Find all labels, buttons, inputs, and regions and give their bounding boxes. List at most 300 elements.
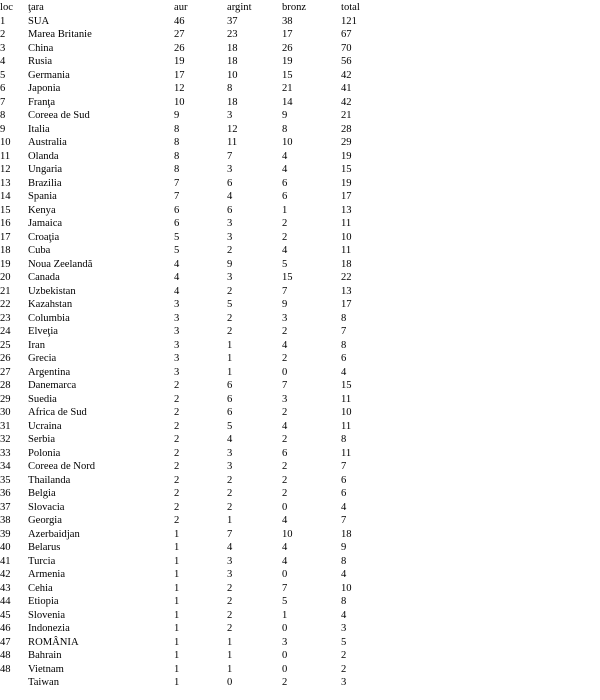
cell-bronze: 2 <box>282 488 288 499</box>
cell-gold: 2 <box>174 420 180 432</box>
table-row <box>0 595 600 609</box>
cell-total: 11 <box>341 447 352 459</box>
cell-silver: 2 <box>227 326 233 337</box>
cell-silver: 5 <box>227 420 233 432</box>
cell-rank: 48 <box>0 663 11 675</box>
cell-silver: 11 <box>227 137 238 148</box>
cell-rank: 48 <box>0 650 11 661</box>
cell-gold: 1 <box>174 636 180 648</box>
cell-silver: 2 <box>227 501 233 513</box>
table-row <box>0 69 600 83</box>
cell-gold: 7 <box>174 177 180 189</box>
cell-total: 11 <box>341 393 352 405</box>
cell-silver: 2 <box>227 623 233 634</box>
cell-gold: 1 <box>174 650 180 661</box>
cell-bronze: 5 <box>282 596 288 607</box>
cell-rank: 34 <box>0 461 11 472</box>
cell-silver: 18 <box>227 96 238 108</box>
cell-gold: 3 <box>174 299 180 310</box>
table-row <box>0 636 600 650</box>
cell-rank: 1 <box>0 15 6 27</box>
cell-bronze: 2 <box>282 461 288 472</box>
cell-country: China <box>28 42 54 54</box>
header-total: total <box>341 2 360 13</box>
cell-silver: 6 <box>227 204 233 216</box>
cell-silver: 2 <box>227 488 233 499</box>
cell-gold: 2 <box>174 380 180 391</box>
cell-total: 3 <box>341 677 347 688</box>
cell-total: 3 <box>341 623 347 634</box>
cell-rank: 13 <box>0 177 11 189</box>
cell-total: 6 <box>341 353 347 364</box>
cell-bronze: 4 <box>282 339 288 351</box>
cell-rank: 8 <box>0 110 6 121</box>
cell-country: Kazahstan <box>28 299 73 310</box>
cell-country: Elveţia <box>28 326 59 337</box>
header-row <box>0 0 600 15</box>
cell-silver: 2 <box>227 596 233 607</box>
cell-silver: 2 <box>227 312 233 324</box>
table-row <box>0 514 600 528</box>
cell-bronze: 38 <box>282 15 293 27</box>
cell-silver: 3 <box>227 569 233 580</box>
cell-rank: 32 <box>0 434 11 445</box>
cell-gold: 10 <box>174 96 185 108</box>
cell-bronze: 6 <box>282 191 288 202</box>
cell-country: Ucraina <box>28 420 62 432</box>
table-row <box>0 528 600 542</box>
table-row <box>0 42 600 56</box>
cell-gold: 2 <box>174 515 180 526</box>
table-row <box>0 460 600 474</box>
cell-bronze: 7 <box>282 582 288 594</box>
cell-rank: 29 <box>0 393 11 405</box>
table-row <box>0 217 600 231</box>
cell-gold: 6 <box>174 218 180 229</box>
cell-silver: 1 <box>227 663 233 675</box>
cell-total: 13 <box>341 204 352 216</box>
cell-country: Vietnam <box>28 663 64 675</box>
cell-total: 2 <box>341 663 347 675</box>
cell-total: 21 <box>341 110 352 121</box>
cell-gold: 1 <box>174 569 180 580</box>
cell-country: Thailanda <box>28 474 71 486</box>
cell-gold: 12 <box>174 83 185 94</box>
cell-total: 17 <box>341 191 352 202</box>
table-row <box>0 204 600 218</box>
table-row <box>0 663 600 677</box>
cell-gold: 1 <box>174 528 180 540</box>
table-row <box>0 258 600 272</box>
cell-bronze: 6 <box>282 177 288 189</box>
cell-rank: 2 <box>0 29 6 40</box>
cell-silver: 7 <box>227 528 233 540</box>
cell-silver: 3 <box>227 110 233 121</box>
cell-bronze: 0 <box>282 569 288 580</box>
cell-country: Ungaria <box>28 164 63 175</box>
cell-total: 10 <box>341 231 352 243</box>
cell-country: Italia <box>28 123 50 135</box>
cell-total: 5 <box>341 636 347 648</box>
cell-bronze: 9 <box>282 299 288 310</box>
cell-silver: 1 <box>227 515 233 526</box>
cell-total: 7 <box>341 515 347 526</box>
table-row <box>0 433 600 447</box>
cell-country: Indonezia <box>28 623 70 634</box>
cell-silver: 6 <box>227 380 233 391</box>
cell-country: Suedia <box>28 393 57 405</box>
cell-silver: 37 <box>227 15 238 27</box>
cell-bronze: 8 <box>282 123 288 135</box>
table-row <box>0 109 600 123</box>
cell-country: Canada <box>28 272 60 283</box>
cell-country: Polonia <box>28 447 61 459</box>
cell-rank: 3 <box>0 42 6 54</box>
cell-bronze: 4 <box>282 420 288 432</box>
cell-gold: 3 <box>174 353 180 364</box>
table-row <box>0 190 600 204</box>
cell-rank: 46 <box>0 623 11 634</box>
cell-rank: 40 <box>0 542 11 553</box>
cell-gold: 9 <box>174 110 180 121</box>
header-bronze: bronz <box>282 2 307 13</box>
header-rank: loc <box>0 2 13 13</box>
cell-silver: 4 <box>227 542 233 553</box>
cell-gold: 2 <box>174 434 180 445</box>
cell-country: Japonia <box>28 83 61 94</box>
cell-total: 70 <box>341 42 352 54</box>
cell-gold: 27 <box>174 29 185 40</box>
cell-bronze: 3 <box>282 312 288 324</box>
table-row <box>0 28 600 42</box>
cell-country: Cuba <box>28 245 51 256</box>
cell-rank: 39 <box>0 528 11 540</box>
cell-total: 41 <box>341 83 352 94</box>
cell-rank: 14 <box>0 191 11 202</box>
cell-gold: 8 <box>174 150 180 162</box>
cell-bronze: 4 <box>282 555 288 567</box>
cell-rank: 42 <box>0 569 11 580</box>
cell-gold: 5 <box>174 245 180 256</box>
cell-total: 29 <box>341 137 352 148</box>
cell-silver: 3 <box>227 555 233 567</box>
cell-gold: 4 <box>174 272 180 283</box>
cell-silver: 1 <box>227 636 233 648</box>
cell-bronze: 7 <box>282 380 288 391</box>
table-row <box>0 298 600 312</box>
cell-rank: 45 <box>0 609 11 621</box>
cell-silver: 18 <box>227 56 238 67</box>
cell-country: Croaţia <box>28 231 60 243</box>
cell-rank: 44 <box>0 596 11 607</box>
cell-silver: 8 <box>227 83 233 94</box>
cell-gold: 17 <box>174 69 185 81</box>
cell-gold: 8 <box>174 137 180 148</box>
cell-silver: 3 <box>227 218 233 229</box>
cell-bronze: 14 <box>282 96 293 108</box>
cell-country: Coreea de Nord <box>28 461 96 472</box>
cell-rank: 41 <box>0 555 11 567</box>
cell-total: 4 <box>341 366 347 378</box>
cell-country: Serbia <box>28 434 56 445</box>
table-row <box>0 447 600 461</box>
cell-bronze: 21 <box>282 83 293 94</box>
cell-bronze: 0 <box>282 366 288 378</box>
cell-gold: 6 <box>174 204 180 216</box>
cell-total: 18 <box>341 258 352 270</box>
cell-gold: 1 <box>174 542 180 553</box>
cell-country: Rusia <box>28 56 53 67</box>
cell-gold: 4 <box>174 258 180 270</box>
table-row <box>0 285 600 299</box>
cell-gold: 2 <box>174 488 180 499</box>
cell-rank: 18 <box>0 245 11 256</box>
cell-bronze: 10 <box>282 137 293 148</box>
cell-rank: 26 <box>0 353 11 364</box>
cell-rank: 31 <box>0 420 11 432</box>
cell-gold: 3 <box>174 366 180 378</box>
cell-silver: 6 <box>227 177 233 189</box>
cell-total: 13 <box>341 285 352 297</box>
cell-bronze: 3 <box>282 393 288 405</box>
cell-total: 9 <box>341 542 347 553</box>
cell-country: Etiopia <box>28 596 59 607</box>
cell-country: Armenia <box>28 569 66 580</box>
cell-country: Slovenia <box>28 609 66 621</box>
cell-bronze: 4 <box>282 164 288 175</box>
cell-bronze: 2 <box>282 326 288 337</box>
header-silver: argint <box>227 2 252 13</box>
table-row <box>0 96 600 110</box>
cell-rank: 37 <box>0 501 11 513</box>
table-row <box>0 487 600 501</box>
cell-rank: 21 <box>0 285 11 297</box>
cell-silver: 1 <box>227 353 233 364</box>
table-row <box>0 555 600 569</box>
cell-rank: 36 <box>0 488 11 499</box>
cell-country: Australia <box>28 137 67 148</box>
cell-rank <box>0 676 28 690</box>
cell-gold: 3 <box>174 312 180 324</box>
cell-country: Jamaica <box>28 218 63 229</box>
cell-rank: 12 <box>0 164 11 175</box>
cell-total: 2 <box>341 650 347 661</box>
cell-total: 19 <box>341 177 352 189</box>
cell-total: 56 <box>341 56 352 67</box>
cell-gold: 7 <box>174 191 180 202</box>
cell-bronze: 15 <box>282 69 293 81</box>
cell-silver: 4 <box>227 191 233 202</box>
cell-country: Taiwan <box>28 677 60 688</box>
cell-total: 121 <box>341 15 357 27</box>
cell-rank: 16 <box>0 218 11 229</box>
cell-bronze: 4 <box>282 245 288 256</box>
cell-total: 19 <box>341 150 352 162</box>
cell-bronze: 0 <box>282 650 288 661</box>
table-body <box>0 15 600 690</box>
cell-country: Danemarca <box>28 380 77 391</box>
cell-bronze: 7 <box>282 285 288 297</box>
cell-total: 42 <box>341 69 352 81</box>
cell-total: 8 <box>341 555 347 567</box>
cell-total: 28 <box>341 123 352 135</box>
cell-total: 11 <box>341 420 352 432</box>
cell-rank: 47 <box>0 636 11 648</box>
table-row <box>0 474 600 488</box>
cell-rank: 25 <box>0 339 11 351</box>
cell-silver: 2 <box>227 609 233 621</box>
cell-country: SUA <box>28 15 50 27</box>
cell-country: Grecia <box>28 353 57 364</box>
cell-gold: 19 <box>174 56 185 67</box>
cell-total: 4 <box>341 609 347 621</box>
cell-silver: 10 <box>227 69 238 81</box>
table-row <box>0 163 600 177</box>
cell-rank: 5 <box>0 69 6 81</box>
cell-rank: 43 <box>0 582 11 594</box>
cell-rank: 17 <box>0 231 11 243</box>
cell-gold: 2 <box>174 474 180 486</box>
cell-bronze: 2 <box>282 231 288 243</box>
cell-country: Azerbaidjan <box>28 528 80 540</box>
cell-total: 67 <box>341 29 352 40</box>
cell-total: 6 <box>341 488 347 499</box>
cell-silver: 4 <box>227 434 233 445</box>
cell-silver: 3 <box>227 461 233 472</box>
cell-rank: 23 <box>0 312 11 324</box>
cell-bronze: 19 <box>282 56 293 67</box>
cell-bronze: 3 <box>282 636 288 648</box>
cell-silver: 1 <box>227 366 233 378</box>
table-row <box>0 366 600 380</box>
cell-bronze: 2 <box>282 407 288 418</box>
cell-country: Kenya <box>28 204 56 216</box>
table-row <box>0 352 600 366</box>
cell-total: 11 <box>341 218 352 229</box>
cell-silver: 1 <box>227 650 233 661</box>
cell-total: 8 <box>341 339 347 351</box>
table-row <box>0 406 600 420</box>
cell-rank: 20 <box>0 272 11 283</box>
cell-gold: 2 <box>174 461 180 472</box>
cell-rank: 11 <box>0 150 11 162</box>
cell-rank: 4 <box>0 56 6 67</box>
table-row <box>0 339 600 353</box>
cell-bronze: 26 <box>282 42 293 54</box>
table-row <box>0 325 600 339</box>
cell-total: 8 <box>341 312 347 324</box>
table-row <box>0 244 600 258</box>
cell-bronze: 2 <box>282 218 288 229</box>
cell-silver: 3 <box>227 164 233 175</box>
cell-rank: 27 <box>0 366 11 378</box>
cell-country: Argentina <box>28 366 71 378</box>
cell-rank: 30 <box>0 407 11 418</box>
cell-silver: 3 <box>227 231 233 243</box>
cell-bronze: 2 <box>282 474 288 486</box>
cell-bronze: 2 <box>282 434 288 445</box>
cell-bronze: 10 <box>282 528 293 540</box>
cell-gold: 1 <box>174 663 180 675</box>
table-row <box>0 82 600 96</box>
cell-gold: 2 <box>174 393 180 405</box>
cell-country: Africa de Sud <box>28 407 87 418</box>
cell-total: 11 <box>341 245 352 256</box>
cell-country: Columbia <box>28 312 70 324</box>
cell-gold: 5 <box>174 231 180 243</box>
cell-total: 10 <box>341 407 352 418</box>
cell-gold: 46 <box>174 15 185 27</box>
cell-gold: 2 <box>174 447 180 459</box>
cell-total: 42 <box>341 96 352 108</box>
cell-gold: 2 <box>174 501 180 513</box>
table-row <box>0 676 600 690</box>
cell-country: Slovacia <box>28 501 65 513</box>
cell-total: 7 <box>341 461 347 472</box>
cell-rank: 38 <box>0 515 11 526</box>
cell-total: 18 <box>341 528 352 540</box>
cell-gold: 3 <box>174 326 180 337</box>
cell-total: 6 <box>341 474 347 486</box>
cell-gold: 1 <box>174 582 180 594</box>
cell-gold: 2 <box>174 407 180 418</box>
cell-rank: 9 <box>0 123 6 135</box>
cell-country: Marea Britanie <box>28 29 92 40</box>
cell-silver: 9 <box>227 258 233 270</box>
cell-gold: 1 <box>174 555 180 567</box>
cell-total: 8 <box>341 434 347 445</box>
cell-silver: 6 <box>227 393 233 405</box>
cell-total: 7 <box>341 326 347 337</box>
cell-bronze: 15 <box>282 272 293 283</box>
cell-country: Uzbekistan <box>28 285 76 297</box>
cell-country: Olanda <box>28 150 59 162</box>
cell-rank: 35 <box>0 474 11 486</box>
table-row <box>0 541 600 555</box>
table-row <box>0 312 600 326</box>
cell-country: Belgia <box>28 488 56 499</box>
cell-bronze: 4 <box>282 542 288 553</box>
cell-rank: 22 <box>0 299 11 310</box>
cell-country: Coreea de Sud <box>28 110 90 121</box>
cell-bronze: 0 <box>282 501 288 513</box>
cell-bronze: 17 <box>282 29 293 40</box>
cell-rank: 7 <box>0 96 6 108</box>
cell-bronze: 1 <box>282 204 288 216</box>
table-row <box>0 622 600 636</box>
cell-country: Iran <box>28 339 46 351</box>
cell-silver: 3 <box>227 272 233 283</box>
cell-country: Germania <box>28 69 70 81</box>
cell-gold: 26 <box>174 42 185 54</box>
cell-rank: 24 <box>0 326 11 337</box>
cell-rank: 15 <box>0 204 11 216</box>
table-row <box>0 271 600 285</box>
cell-country: Brazilia <box>28 177 62 189</box>
cell-total: 4 <box>341 569 347 580</box>
cell-total: 8 <box>341 596 347 607</box>
cell-country: Noua Zeelandă <box>28 258 93 270</box>
cell-total: 10 <box>341 582 352 594</box>
cell-country: Turcia <box>28 555 56 567</box>
cell-bronze: 4 <box>282 515 288 526</box>
cell-silver: 6 <box>227 407 233 418</box>
table-row <box>0 231 600 245</box>
cell-country: Cehia <box>28 582 53 594</box>
table-row <box>0 568 600 582</box>
cell-bronze: 6 <box>282 447 288 459</box>
table-row <box>0 55 600 69</box>
